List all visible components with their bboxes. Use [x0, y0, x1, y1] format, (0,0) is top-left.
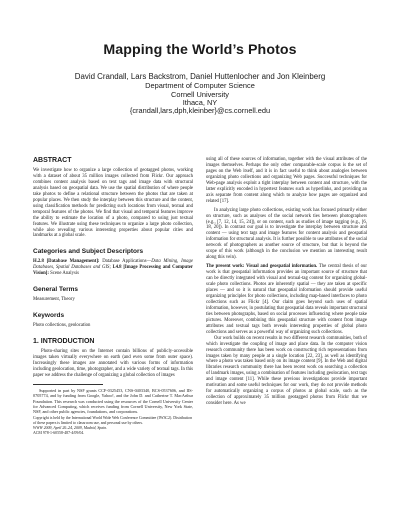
funding-footnote: Supported in part by NSF grants CCF-0325453, CNS-0403340, BCS-0537606, and IIS-0705774, and by funding from Google, Yahoo!, and the John D. and Catherine T. MacArthur Foundation. This research was conducted using the resources of the Cornell University Center for Advanced Computing, which receives funding from Cornell University, New York State, NSF, and other public agencies, foundations, and corporations.: [33, 387, 193, 415]
category-2-text: Scene Analysis: [48, 271, 80, 277]
general-terms-text: Measurement, Theory: [33, 297, 75, 303]
right-paragraph-2: In analyzing large photo collections, existing work has focused primarily either on structure, such as analyses of the social network ties between photographers (e.g., [7, 12, 14, 15, 24]), or on content, such as studies of image tagging (e.g., [6, 18, 20]). In contrast our goal is to investigate the interplay between structure and content — using text tags and image features for content analysis and geospatial information for structural analysis. It is further possible to use attributes of the social network of photographers as another source of structure, but that is beyond the scope of this work (although in the conclusion we mention an interesting result along this vein).: [206, 207, 367, 261]
author-names: David Crandall, Lars Backstrom, Daniel Huttenlocher and Jon Kleinberg: [74, 72, 326, 81]
abstract-heading: ABSTRACT: [33, 157, 72, 164]
keywords-heading: Keywords: [33, 312, 65, 320]
abstract-text: We investigate how to organize a large collection of geotagged photos, working with a dataset of about 35 million images collected from Flickr. Our approach combines content analysis based on text tags and image data with structural analysis based on geospatial data. We use the spatial distribution of where people take photos to define a relational structure between the photos that are taken at popular places. We then study the interplay between this structure and the content, using classification methods for predicting such locations from visual, textual and temporal features of the photos. We find that visual and temporal features improve the ability to estimate the location of a photo, compared to using just textual features. We illustrate using these techniques to organize a large photo collection, while also revealing various interesting properties about popular cities and landmarks at a global scale.: [33, 168, 193, 239]
footnote-divider: [33, 384, 103, 385]
author-block: [0, 73, 400, 115]
category-2-code: I.4.8 [Image Processing and Computer Vision]:: [33, 265, 193, 277]
category-1-text: Database Applications—: [99, 259, 152, 265]
author-email: {crandall,lars,dph,kleinber}@cs.cornell.edu: [129, 106, 271, 116]
category-separator: ;: [109, 265, 113, 271]
general-terms-heading: General Terms: [33, 286, 79, 294]
right-column: [206, 157, 367, 407]
categories-heading: Categories and Subject Descriptors: [33, 248, 144, 256]
author-department: Department of Computer Science: [145, 81, 255, 91]
acm-number: ACM 978-1-60558-487-4/09/04.: [33, 430, 85, 435]
categories-text: [33, 259, 193, 277]
present-work-text: The central thesis of our work is that geospatial information provides an important source of structure that can be directly integrated with visual and textual-tag content for organizing global-scale photo collections. Photos are inherently spatial — they are taken at specific places — and so it is natural that geospatial information should provide useful organizing principles for photo collections, including map-based interfaces to photo collections such as Flickr [4]. Our claim goes beyond such uses of spatial information, however, in postulating that geospatial data reveals important structural ties between photographs, based on social processes influencing where people take pictures. Moreover, combining this geospatial structure with content from image attributes and textual tags both reveals interesting properties of global photo collections and serves as a powerful way of organizing such collections.: [206, 264, 367, 335]
keywords-text: Photo collections, geolocation: [33, 323, 91, 329]
right-paragraph-4: Our work builds on recent results in two different research communities, both of which investigate the coupling of image and place data. In the computer vision research community there has been work on constructing rich representations from images taken by many people at a single location [22, 23], as well as identifying where a photo was taken based only on its image content [9]. In the Web and digital libraries research community there has been recent work on searching a collection of landmark images, using a combination of features including geolocation, text tags and image content [11]. While these previous investigations provide important motivation and some useful techniques for our work, they do not provide methods for automatically organizing a corpus of photos at global scale, such as the collection of approximately 35 million geotagged photos from Flickr that we consider here. As we: [206, 335, 367, 407]
introduction-text: Photo-sharing sites on the Internet contain billions of publicly-accessible images taken virtually everywhere on earth (and even some from outer space). Increasingly these images are annotated with various forms of information including geolocation, time, photographer, and a wide variety of textual tags. In this paper we address the challenge of organizing a global collection of images: [33, 349, 193, 379]
left-column: [33, 157, 193, 435]
copyright-notice: [33, 416, 193, 435]
category-1-subject: Data Mining, Image Databases, Spatial Databases and GIS: [33, 259, 193, 271]
introduction-heading: 1. INTRODUCTION: [33, 338, 95, 346]
author-location: Ithaca, NY: [182, 97, 218, 107]
right-paragraph-1: using all of these sources of information, together with the visual attributes of the images themselves. Perhaps the only other comparable-scale corpus is the set of pages on the Web itself, and it is in fact useful to think about analogies between organizing photo collections and organizing Web pages. Successful techniques for Web-page analysis exploit a tight interplay between content and structure, with the latter explicitly encoded in hypertext features such as hyperlinks, and providing an axis separate from content along which to analyze how pages are organized and related [17].: [206, 157, 367, 204]
author-university: Cornell University: [171, 89, 229, 99]
right-paragraph-3: [206, 264, 367, 335]
present-work-heading: The present work: Visual and geospatial information.: [206, 264, 318, 270]
copyright-text: Copyright is held by the International World Wide Web Conference Committee (IW3C2). Distribution of these papers is limited to classroom use, and personal use by others.: [33, 416, 193, 426]
paper-title: Mapping the World’s Photos: [103, 42, 297, 58]
conference-venue: WWW 2009, April 20–24, 2009, Madrid, Spain.: [33, 425, 108, 430]
category-1-code: H.2.8 [Database Management]:: [33, 259, 100, 265]
